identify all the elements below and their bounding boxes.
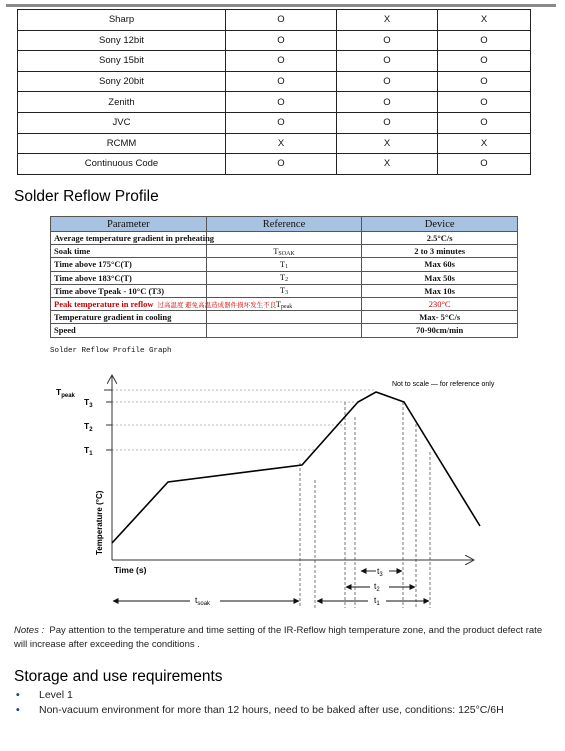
reference-cell: T3 bbox=[206, 284, 362, 297]
protocol-row bbox=[18, 71, 531, 92]
device-cell: Max 50s bbox=[362, 271, 518, 284]
parameter-note: 过高温度 避免高温造成器件损坏发生不良 bbox=[157, 302, 277, 310]
parameter-cell: Average temperature gradient in preheating bbox=[51, 232, 207, 245]
parameter-cell: Temperature gradient in cooling bbox=[51, 311, 207, 324]
device-cell: Max- 5°C/s bbox=[362, 311, 518, 324]
parameter-cell: Soak time bbox=[51, 245, 207, 258]
guide-lines bbox=[300, 402, 430, 608]
parameter-cell: Time above Tpeak - 10°C (T3) bbox=[51, 284, 207, 297]
support-mark-cell: O bbox=[438, 30, 531, 51]
reflow-row bbox=[51, 324, 518, 337]
parameter-cell: Time above 183°C(T) bbox=[51, 271, 207, 284]
reference-cell bbox=[206, 232, 362, 245]
bullet-icon: • bbox=[16, 703, 20, 716]
support-mark-cell: O bbox=[226, 51, 337, 72]
reflow-row bbox=[51, 258, 518, 271]
reflow-row bbox=[51, 311, 518, 324]
reflow-table-header-row bbox=[51, 217, 518, 232]
reflow-row bbox=[51, 245, 518, 258]
support-mark-cell: O bbox=[337, 71, 438, 92]
reflow-row bbox=[51, 297, 518, 310]
storage-item: • Non-vacuum environment for more than 12 hours, need to be baked after use, conditions: 125°C/6H bbox=[16, 703, 504, 716]
support-mark-cell: X bbox=[438, 133, 531, 154]
support-mark-cell: X bbox=[337, 10, 438, 31]
y-mark-t3: $T_3$ bbox=[84, 397, 93, 409]
header-reference: Reference bbox=[206, 217, 362, 232]
y-mark-t2: $T_2$ bbox=[84, 421, 93, 433]
y-ticks bbox=[104, 390, 112, 450]
support-mark-cell: O bbox=[226, 10, 337, 31]
notes-text: Pay attention to the temperature and time setting of the IR-Reflow high temperature zone, and the product defect rate will increase after exceeding the conditions . bbox=[14, 625, 543, 650]
interval-tsoak-label: $t_{soak}$ bbox=[195, 595, 211, 607]
support-mark-cell: O bbox=[438, 154, 531, 175]
interval-t2-label: $t_2$ bbox=[374, 581, 380, 593]
reflow-profile-curve bbox=[112, 392, 480, 543]
device-cell: Max 10s bbox=[362, 284, 518, 297]
support-mark-cell: O bbox=[226, 154, 337, 175]
support-mark-cell: O bbox=[337, 112, 438, 133]
storage-heading: Storage and use requirements bbox=[14, 668, 223, 685]
protocol-name-cell: Zenith bbox=[18, 92, 226, 113]
storage-item: • Level 1 bbox=[16, 689, 73, 701]
x-axis-label: Time (s) bbox=[114, 565, 147, 575]
solder-reflow-heading: Solder Reflow Profile bbox=[14, 188, 159, 205]
reflow-row bbox=[51, 232, 518, 245]
protocol-compatibility-table bbox=[17, 9, 531, 175]
reference-cell: T2 bbox=[206, 271, 362, 284]
level-guides bbox=[112, 390, 376, 450]
reference-cell: T1 bbox=[206, 258, 362, 271]
protocol-row bbox=[18, 133, 531, 154]
y-mark-tpeak: $T_{peak}$ bbox=[56, 387, 75, 399]
device-cell: 2.5°C/s bbox=[362, 232, 518, 245]
support-mark-cell: X bbox=[438, 10, 531, 31]
support-mark-cell: X bbox=[337, 133, 438, 154]
top-rule bbox=[6, 4, 556, 7]
support-mark-cell: O bbox=[226, 92, 337, 113]
parameter-cell: Time above 175°C(T) bbox=[51, 258, 207, 271]
reflow-graph-title: Solder Reflow Profile Graph bbox=[50, 347, 172, 355]
protocol-name-cell: Sony 15bit bbox=[18, 51, 226, 72]
device-cell: 2 to 3 minutes bbox=[362, 245, 518, 258]
parameter-cell: Peak temperature in reflow 过高温度 避免高温造成器件损坏发生不良 bbox=[51, 297, 207, 310]
protocol-row bbox=[18, 30, 531, 51]
parameter-cell: Speed bbox=[51, 324, 207, 337]
reflow-parameter-table bbox=[50, 216, 518, 338]
reflow-row bbox=[51, 271, 518, 284]
protocol-row bbox=[18, 112, 531, 133]
y-mark-t1: $T_1$ bbox=[84, 445, 93, 457]
reference-cell: Tpeak bbox=[206, 297, 362, 310]
support-mark-cell: X bbox=[337, 154, 438, 175]
reflow-row bbox=[51, 284, 518, 297]
device-cell: Max 60s bbox=[362, 258, 518, 271]
device-cell: 230°C bbox=[362, 297, 518, 310]
reference-cell bbox=[206, 324, 362, 337]
y-axis-label: Temperature (°C) bbox=[95, 490, 104, 555]
support-mark-cell: O bbox=[337, 92, 438, 113]
protocol-row bbox=[18, 92, 531, 113]
protocol-name-cell: Continuous Code bbox=[18, 154, 226, 175]
device-cell: 70-90cm/min bbox=[362, 324, 518, 337]
support-mark-cell: O bbox=[226, 112, 337, 133]
support-mark-cell: O bbox=[226, 30, 337, 51]
notes-label: Notes : bbox=[14, 625, 45, 636]
protocol-name-cell: Sharp bbox=[18, 10, 226, 31]
support-mark-cell: O bbox=[438, 51, 531, 72]
support-mark-cell: O bbox=[438, 112, 531, 133]
interval-t1-label: $t_1$ bbox=[374, 595, 380, 607]
protocol-row bbox=[18, 10, 531, 31]
protocol-name-cell: JVC bbox=[18, 112, 226, 133]
support-mark-cell: O bbox=[337, 51, 438, 72]
support-mark-cell: O bbox=[337, 30, 438, 51]
support-mark-cell: O bbox=[226, 71, 337, 92]
header-parameter: Parameter bbox=[51, 217, 207, 232]
reference-cell: TSOAK bbox=[206, 245, 362, 258]
protocol-name-cell: Sony 20bit bbox=[18, 71, 226, 92]
protocol-row bbox=[18, 154, 531, 175]
interval-t3-label: $t_3$ bbox=[377, 566, 383, 578]
header-device: Device bbox=[362, 217, 518, 232]
reflow-profile-graph bbox=[40, 360, 540, 610]
support-mark-cell: X bbox=[226, 133, 337, 154]
protocol-name-cell: RCMM bbox=[18, 133, 226, 154]
storage-requirements-list bbox=[14, 688, 554, 717]
protocol-row bbox=[18, 51, 531, 72]
protocol-name-cell: Sony 12bit bbox=[18, 30, 226, 51]
scale-note: Not to scale — for reference only bbox=[392, 381, 495, 388]
reference-cell bbox=[206, 311, 362, 324]
bullet-icon: • bbox=[16, 689, 20, 701]
notes-paragraph bbox=[14, 624, 554, 652]
support-mark-cell: O bbox=[438, 92, 531, 113]
support-mark-cell: O bbox=[438, 71, 531, 92]
